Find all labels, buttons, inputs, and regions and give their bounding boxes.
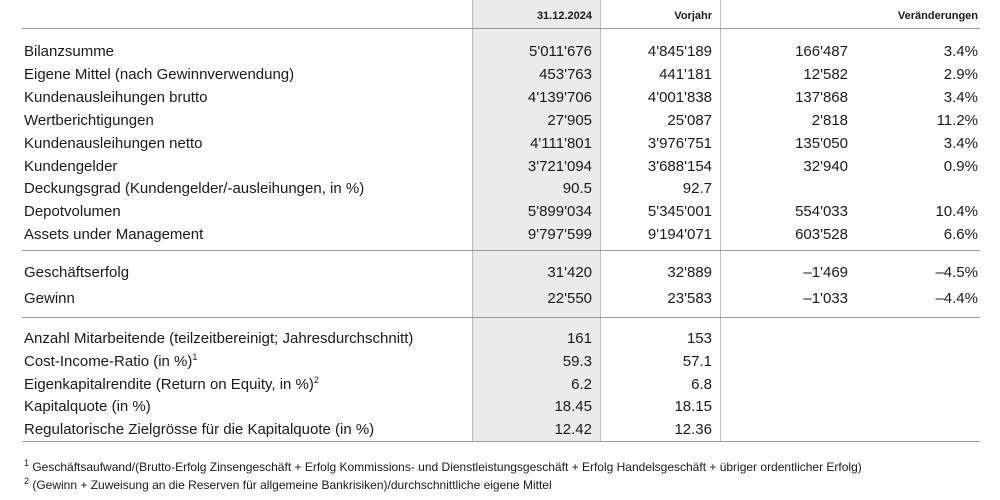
value-previous-year: 5'345'001 xyxy=(647,203,712,220)
value-current-year: 59.3 xyxy=(562,353,592,370)
row-label: Eigenkapitalrendite (Return on Equity, in %)$^2$ xyxy=(24,375,319,393)
value-current-year: 6.2 xyxy=(571,376,592,393)
table-row xyxy=(0,262,1000,284)
value-change-absolute: 12'582 xyxy=(803,66,848,83)
row-label: Kundenausleihungen brutto xyxy=(24,89,208,106)
table-row xyxy=(0,110,1000,132)
value-change-absolute: 603'528 xyxy=(795,226,848,243)
value-current-year: 453'763 xyxy=(539,66,592,83)
value-previous-year: 4'845'189 xyxy=(647,43,712,60)
table-bottom-rule xyxy=(22,441,980,442)
row-label: Bilanzsumme xyxy=(24,43,115,60)
value-current-year: 5'899'034 xyxy=(527,203,592,220)
value-change-percent: 6.6% xyxy=(943,226,978,243)
table-row xyxy=(0,374,1000,396)
value-previous-year: 18.15 xyxy=(674,398,712,415)
value-current-year: 3'721'094 xyxy=(527,158,592,175)
row-label: Assets under Management xyxy=(24,226,204,243)
footnote xyxy=(24,459,862,475)
footnote-marker: 1 xyxy=(192,352,198,362)
value-previous-year: 12.36 xyxy=(674,421,712,438)
value-current-year: 4'139'706 xyxy=(527,89,592,106)
row-label: Deckungsgrad (Kundengelder/-ausleihungen, in %) xyxy=(24,180,365,197)
value-previous-year: 6.8 xyxy=(691,376,712,393)
value-current-year: 90.5 xyxy=(562,180,592,197)
table-row xyxy=(0,87,1000,109)
value-current-year: 9'797'599 xyxy=(527,226,592,243)
table-row xyxy=(0,178,1000,200)
value-change-percent: 3.4% xyxy=(943,43,978,60)
row-label: Wertberichtigungen xyxy=(24,112,154,129)
footnote-text: Geschäftsaufwand/(Brutto-Erfolg Zinsengeschäft + Erfolg Kommissions- und Dienstleistungsgeschäft + Erfolg Handelsgeschäft + übriger ordentlicher Erfolg) xyxy=(29,460,862,474)
value-current-year: 18.45 xyxy=(554,398,592,415)
value-previous-year: 57.1 xyxy=(682,353,712,370)
footnote xyxy=(24,477,552,493)
table-row xyxy=(0,133,1000,155)
footnote-number: 2 xyxy=(24,476,30,486)
footnote-marker: 2 xyxy=(313,375,319,385)
value-previous-year: 441'181 xyxy=(659,66,712,83)
table-row xyxy=(0,201,1000,223)
header-current-year: 31.12.2024 xyxy=(536,10,592,22)
value-change-percent: 2.9% xyxy=(943,66,978,83)
value-current-year: 5'011'676 xyxy=(528,43,592,60)
value-current-year: 4'111'801 xyxy=(530,135,592,152)
table-row xyxy=(0,396,1000,418)
value-current-year: 12.42 xyxy=(554,421,592,438)
table-row xyxy=(0,156,1000,178)
row-label: Kundenausleihungen netto xyxy=(24,135,203,152)
value-change-absolute: –1'469 xyxy=(803,264,848,281)
row-label: Depotvolumen xyxy=(24,203,121,220)
section-rule xyxy=(22,317,980,318)
value-change-percent: –4.4% xyxy=(935,290,978,307)
value-change-percent: 10.4% xyxy=(935,203,978,220)
value-change-percent: 0.9% xyxy=(943,158,978,175)
value-change-absolute: 2'818 xyxy=(811,112,848,129)
value-change-absolute: 32'940 xyxy=(803,158,848,175)
row-label: Gewinn xyxy=(24,290,75,307)
value-change-percent: 3.4% xyxy=(943,89,978,106)
row-label: Eigene Mittel (nach Gewinnverwendung) xyxy=(24,66,295,83)
value-change-absolute: –1'033 xyxy=(803,290,848,307)
header-previous-year: Vorjahr xyxy=(674,10,712,22)
row-label: Regulatorische Zielgrösse für die Kapitalquote (in %) xyxy=(24,421,375,438)
value-current-year: 22'550 xyxy=(547,290,592,307)
value-previous-year: 3'976'751 xyxy=(647,135,712,152)
value-previous-year: 25'087 xyxy=(667,112,712,129)
value-change-percent: –4.5% xyxy=(935,264,978,281)
header-rule xyxy=(22,28,980,29)
value-change-absolute: 137'868 xyxy=(795,89,848,106)
footnote-number: 1 xyxy=(24,458,30,468)
value-current-year: 161 xyxy=(566,330,592,347)
footnote-text: (Gewinn + Zuweisung an die Reserven für allgemeine Bankrisiken)/durchschnittliche eigene Mittel xyxy=(29,478,552,492)
section-rule xyxy=(22,250,980,251)
value-current-year: 27'905 xyxy=(547,112,592,129)
value-previous-year: 23'583 xyxy=(667,290,712,307)
value-change-absolute: 554'033 xyxy=(795,203,848,220)
table-row xyxy=(0,419,1000,441)
value-previous-year: 3'688'154 xyxy=(647,158,712,175)
value-change-absolute: 135'050 xyxy=(795,135,848,152)
header-changes: Veränderungen xyxy=(897,10,978,22)
row-label: Anzahl Mitarbeitende (teilzeitbereinigt; Jahresdurchschnitt) xyxy=(24,330,414,347)
row-label: Kundengelder xyxy=(24,158,118,175)
value-current-year: 31'420 xyxy=(547,264,592,281)
row-label: Geschäftserfolg xyxy=(24,264,130,281)
table-row xyxy=(0,328,1000,350)
table-row xyxy=(0,64,1000,86)
table-row xyxy=(0,41,1000,63)
value-change-absolute: 166'487 xyxy=(795,43,848,60)
value-previous-year: 32'889 xyxy=(667,264,712,281)
row-label: Kapitalquote (in %) xyxy=(24,398,151,415)
value-previous-year: 4'001'838 xyxy=(647,89,712,106)
value-previous-year: 9'194'071 xyxy=(647,226,712,243)
value-change-percent: 11.2% xyxy=(936,112,978,129)
value-previous-year: 92.7 xyxy=(682,180,712,197)
table-row xyxy=(0,288,1000,310)
row-label: Cost-Income-Ratio (in %)$^1$ xyxy=(24,352,198,370)
value-change-percent: 3.4% xyxy=(943,135,978,152)
table-row xyxy=(0,351,1000,373)
table-row xyxy=(0,224,1000,246)
value-previous-year: 153 xyxy=(686,330,712,347)
